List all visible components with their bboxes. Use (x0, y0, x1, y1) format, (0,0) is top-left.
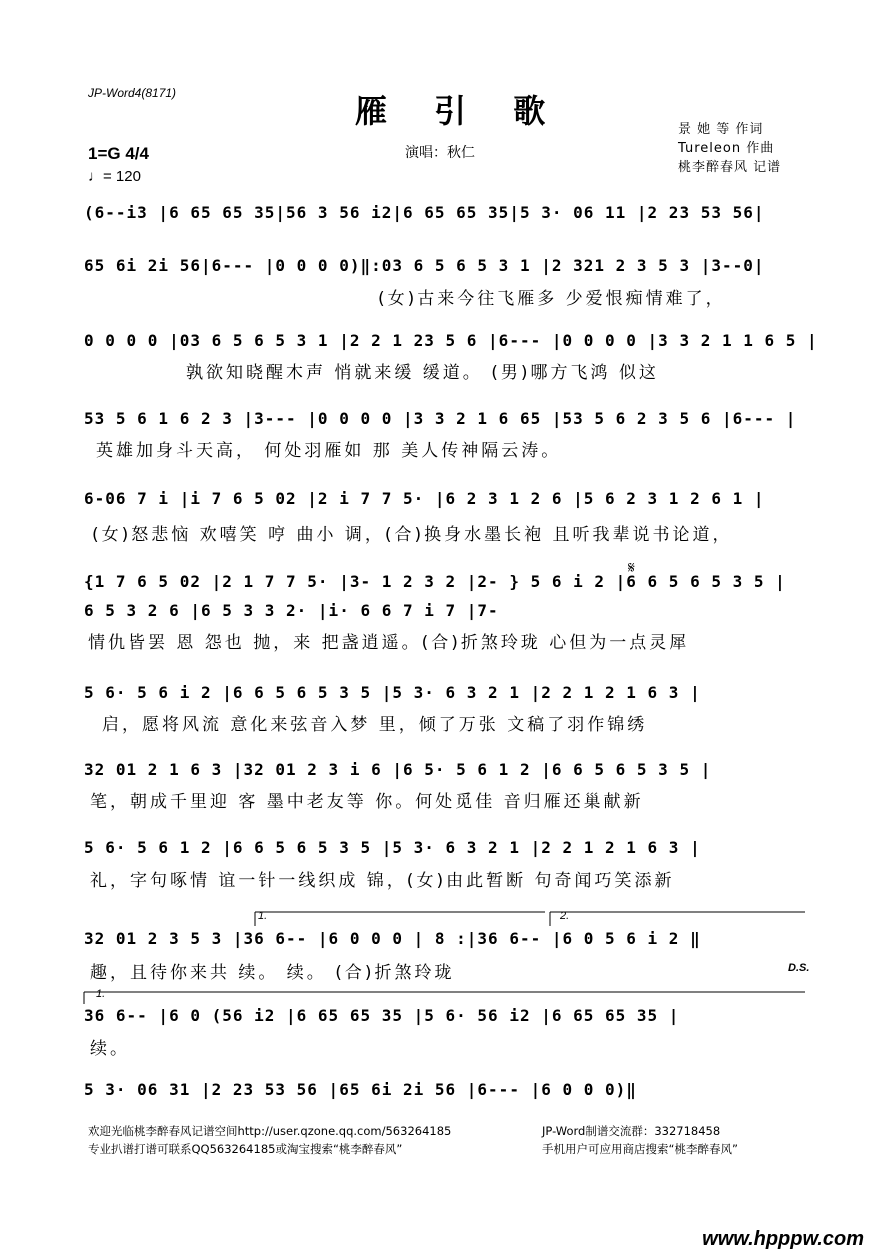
volta-1-label: 1. (258, 910, 268, 922)
key-signature: 1=G 4/4 (88, 144, 149, 163)
lyric-row-7: 启，愿将风流 意化来弦音入梦 里，倾了万张 文稿了羽作锦绣 (102, 715, 648, 735)
lyric-row-2: (女)古来今往飞雁多 少爱恨痴情难了， (378, 289, 726, 309)
segno-sign: 𝄋 (628, 560, 635, 577)
lyric-row-11: 续。 (90, 1039, 130, 1059)
score-row-1: (6--i3 |6 65 65 35|56 3 56 i2|6 65 65 35|5 3· 06 11 |2 23 53 56| (84, 203, 765, 222)
volta-2-label: 2. (560, 910, 570, 922)
score-row-6b: 6 5 3 2 6 |6 5 3 3 2· |i· 6 6 7 i 7 |7- (84, 601, 499, 620)
lyric-row-6: 情仇皆罢 恩 怨也 抛，来 把盏逍遥。(合)折煞玲珑 心但为一点灵犀 (88, 633, 690, 653)
score-row-11: 36 6-- |6 0 (56 i2 |6 65 65 35 |5 6· 56 i2 |6 65 65 35 | (84, 1006, 680, 1025)
transcriber-credit: 桃李醉春风 记谱 (678, 160, 782, 175)
lyric-row-9: 礼，字句啄情 谊一针一线织成 锦，(女)由此暂断 句奇闻巧笑添新 (90, 871, 675, 891)
song-title: 雁 引 歌 (355, 92, 564, 130)
score-row-10: 32 01 2 3 5 3 |36 6-- |6 0 0 0 | 8 :|36 6-- |6 0 5 6 i 2 ‖ (84, 929, 701, 948)
watermark: www.hpppw.com (702, 1228, 864, 1250)
lyric-row-3: 孰欲知晓醒木声 悄就来缓 缓道。 (男)哪方飞鸿 似这 (186, 363, 659, 383)
lyric-row-5: (女)怒悲恼 欢嘻笑 哼 曲小 调，(合)换身水墨长袍 且听我辈说书论道， (92, 525, 733, 545)
footer-line-1-left: 欢迎光临桃李醉春风记谱空间http://user.qzone.qq.com/563264185 (88, 1124, 452, 1138)
software-label: JP-Word4(8171) (88, 86, 177, 100)
score-row-12: 5 3· 06 31 |2 23 53 56 |65 6i 2i 56 |6--- |6 0 0 0)‖ (84, 1080, 637, 1099)
footer-line-2-left: 专业扒谱打谱可联系QQ563264185或淘宝搜索“桃李醉春风” (88, 1142, 403, 1156)
lyric-row-4: 英雄加身斗天高， 何处羽雁如 那 美人传神隔云涛。 (96, 441, 562, 461)
score-row-7: 5 6· 5 6 i 2 |6 6 5 6 5 3 5 |5 3· 6 3 2 1 |2 2 1 2 1 6 3 | (84, 683, 701, 702)
composer-credit: Tureleon 作曲 (678, 141, 775, 156)
footer-line-1-right: JP-Word制谱交流群：332718458 (542, 1124, 721, 1138)
lyricist-credit: 景 她 等 作词 (678, 122, 764, 137)
score-row-6a: {1 7 6 5 02 |2 1 7 7 5· |3- 1 2 3 2 |2- } 5 6 i 2 |6 6 5 6 5 3 5 | (84, 572, 786, 591)
tempo-marking: ♩= 120 (88, 168, 141, 185)
score-row-4: 53 5 6 1 6 2 3 |3--- |0 0 0 0 |3 3 2 1 6 65 |53 5 6 2 3 5 6 |6--- | (84, 409, 797, 428)
lyric-row-8: 笔，朝成千里迎 客 墨中老友等 你。何处觅佳 音归雁还巢献新 (90, 792, 644, 812)
score-row-2: 65 6i 2i 56|6--- |0 0 0 0)‖:03 6 5 6 5 3 1 |2 321 2 3 5 3 |3--0| (84, 256, 765, 275)
score-row-5: 6-06 7 i |i 7 6 5 02 |2 i 7 7 5· |6 2 3 1 2 6 |5 6 2 3 1 2 6 1 | (84, 489, 765, 508)
footer-line-2-right: 手机用户可应用商店搜索“桃李醉春风” (542, 1142, 738, 1156)
score-row-9: 5 6· 5 6 1 2 |6 6 5 6 5 3 5 |5 3· 6 3 2 1 |2 2 1 2 1 6 3 | (84, 838, 701, 857)
score-row-3: 0 0 0 0 |03 6 5 6 5 3 1 |2 2 1 23 5 6 |6--- |0 0 0 0 |3 3 2 1 1 6 5 | (84, 331, 818, 350)
singer-credit: 演唱：秋仁 (405, 145, 475, 161)
score-row-8: 32 01 2 1 6 3 |32 01 2 3 i 6 |6 5· 5 6 1 2 |6 6 5 6 5 3 5 | (84, 760, 712, 779)
lyric-row-10: 趣，且待你来共 续。 续。 (合)折煞玲珑 (90, 963, 455, 983)
volta-1-label-2: 1. (96, 988, 106, 1000)
ds-marking: D.S. (788, 962, 810, 974)
